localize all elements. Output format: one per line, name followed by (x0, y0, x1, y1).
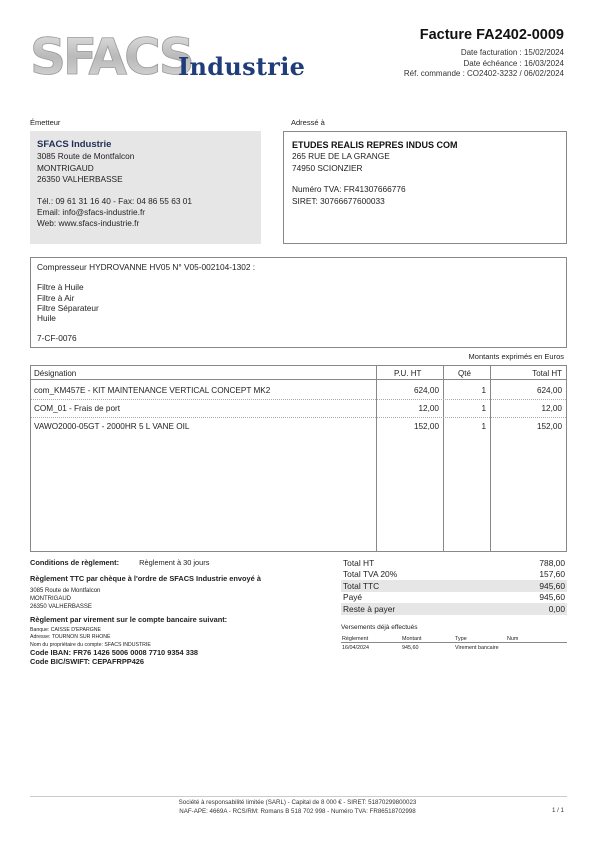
logo-suffix: Industrie (178, 52, 306, 81)
note-line: 7-CF-0076 (37, 333, 77, 344)
note-line: Compresseur HYDROVANNE HV05 N° V05-002104-1302 : (37, 262, 256, 272)
total-value: 157,60 (539, 569, 565, 580)
currency-note: Montants exprimés en Euros (468, 352, 564, 361)
conditions-row (30, 558, 330, 568)
note-line: Huile (37, 313, 56, 323)
table-row (31, 382, 566, 399)
payment-date: 16/04/2024 (342, 645, 369, 651)
table-row (31, 418, 566, 435)
row-designation: COM_01 - Frais de port (34, 404, 120, 413)
remaining-row (341, 603, 567, 615)
recipient-name: ETUDES REALIS REPRES INDUS COM (292, 140, 458, 150)
row-total: 12,00 (541, 404, 562, 413)
note-line (37, 323, 560, 333)
note-line: Filtre Séparateur (37, 302, 99, 313)
transfer-title: Règlement par virement sur le compte bancaire suivant: (30, 614, 228, 624)
table-row (31, 400, 566, 417)
cheque-address-2: MONTRIGAUD (30, 595, 71, 602)
invoice-meta (404, 48, 564, 80)
recipient-label: Adressé à (291, 118, 325, 127)
row-designation: com_KM457E - KIT MAINTENANCE VERTICAL CONCEPT MK2 (34, 386, 271, 395)
row-quantity: 1 (481, 422, 486, 431)
invoice-date: Date facturation : 15/02/2024 (460, 48, 564, 57)
sender-address-2: MONTRIGAUD (37, 162, 94, 173)
footer-line-2: NAF-APE: 4669A - RCS/RM: Romans B 518 702 998 - Numéro TVA: FR86518702998 (179, 808, 416, 815)
payment-type: Virement bancaire (455, 645, 499, 651)
items-header (31, 366, 566, 380)
row-quantity: 1 (481, 404, 486, 413)
bank-address: Adresse: TOURNON SUR RHONE (30, 634, 111, 640)
sender-phone: Tél.: 09 61 31 16 40 - Fax: 04 86 55 63 01 (37, 195, 192, 206)
payments-header-num: Num (507, 636, 519, 642)
sender-web[interactable]: Web: www.sfacs-industrie.fr (37, 218, 140, 229)
payment-conditions (30, 558, 330, 667)
total-tva-row (341, 569, 567, 581)
row-unit-price: 12,00 (418, 404, 439, 413)
row-designation: VAWO2000-05GT - 2000HR 5 L VANE OIL (34, 422, 190, 431)
row-total: 152,00 (536, 422, 562, 431)
payments-header-type: Type (455, 636, 467, 642)
note-line: Filtre à Huile (37, 282, 84, 293)
total-label: Total TTC (343, 580, 380, 591)
recipient-siret: SIRET: 30766677600033 (292, 195, 385, 206)
total-label: Payé (343, 592, 363, 603)
total-value: 945,60 (539, 580, 565, 591)
header-quantity: Qté (458, 369, 471, 378)
paid-row (341, 592, 567, 604)
row-total: 624,00 (536, 386, 562, 395)
cheque-address-3: 26350 VALHERBASSE (30, 603, 92, 610)
total-label: Reste à payer (343, 603, 396, 614)
row-unit-price: 624,00 (413, 386, 439, 395)
total-value: 0,00 (548, 603, 565, 614)
header-designation: Désignation (34, 369, 77, 378)
bank-name: Banque: CAISSE D'EPARGNE (30, 626, 101, 633)
totals-box (341, 557, 567, 615)
invoice-order-ref: Réf. commande : CO2402-3232 / 06/02/2024 (403, 69, 564, 78)
items-table (30, 365, 567, 552)
logo-brand: SFACS (30, 30, 192, 82)
total-ttc-row (341, 580, 567, 592)
sender-box (30, 131, 261, 244)
header-total: Total HT (532, 369, 562, 378)
payments-header-date: Règlement (342, 636, 369, 642)
sender-label: Émetteur (30, 118, 61, 127)
total-label: Total HT (343, 557, 375, 568)
company-logo (30, 30, 306, 82)
recipient-box (283, 131, 567, 244)
sender-name: SFACS Industrie (37, 139, 112, 150)
recipient-address-1: 265 RUE DE LA GRANGE (292, 151, 390, 162)
page-number: 1 / 1 (551, 807, 564, 814)
cheque-address-1: 3085 Route de Montfalcon (30, 587, 101, 594)
iban: Code IBAN: FR76 1426 5006 0008 7710 9354 338 (30, 648, 199, 657)
payment-row (341, 643, 567, 652)
total-label: Total TVA 20% (343, 569, 398, 580)
bic: Code BIC/SWIFT: CEPAFRPP426 (30, 657, 145, 666)
row-quantity: 1 (481, 386, 486, 395)
payments-title: Versements déjà effectués (341, 624, 418, 631)
conditions-value: Règlement à 30 jours (139, 558, 210, 567)
recipient-address-2: 74950 SCIONZIER (292, 162, 363, 173)
row-unit-price: 152,00 (413, 422, 439, 431)
invoice-due-date: Date échéance : 16/03/2024 (463, 58, 564, 68)
note-box (30, 257, 567, 348)
footer (130, 798, 465, 816)
invoice-title: Facture FA2402-0009 (419, 27, 564, 43)
cheque-title: Règlement TTC par chèque à l'ordre de SFACS Industrie envoyé à (30, 573, 261, 583)
payment-amount: 945,60 (402, 645, 419, 651)
footer-divider (30, 796, 567, 797)
total-ht-row (341, 557, 567, 569)
footer-line-1: Société à responsabilité limitée (SARL) - Capital de 8 000 € - SIRET: 51870299800023 (178, 799, 417, 806)
account-owner: Nom du propriétaire du compte: SFACS INDUSTRIE (30, 641, 151, 648)
total-value: 788,00 (539, 557, 565, 568)
payments-header (341, 634, 567, 643)
payments-table (341, 634, 567, 652)
total-value: 945,60 (539, 592, 565, 603)
note-line: Filtre à Air (37, 292, 75, 303)
sender-address-1: 3085 Route de Montfalcon (37, 151, 135, 162)
sender-address-3: 26350 VALHERBASSE (37, 174, 123, 185)
sender-email[interactable]: Email: info@sfacs-industrie.fr (37, 207, 146, 218)
header-unit-price: P.U. HT (394, 369, 422, 378)
payments-header-amount: Montant (402, 636, 422, 642)
note-line (37, 272, 560, 282)
recipient-vat: Numéro TVA: FR41307666776 (292, 184, 406, 195)
conditions-label: Conditions de règlement: (30, 558, 120, 567)
